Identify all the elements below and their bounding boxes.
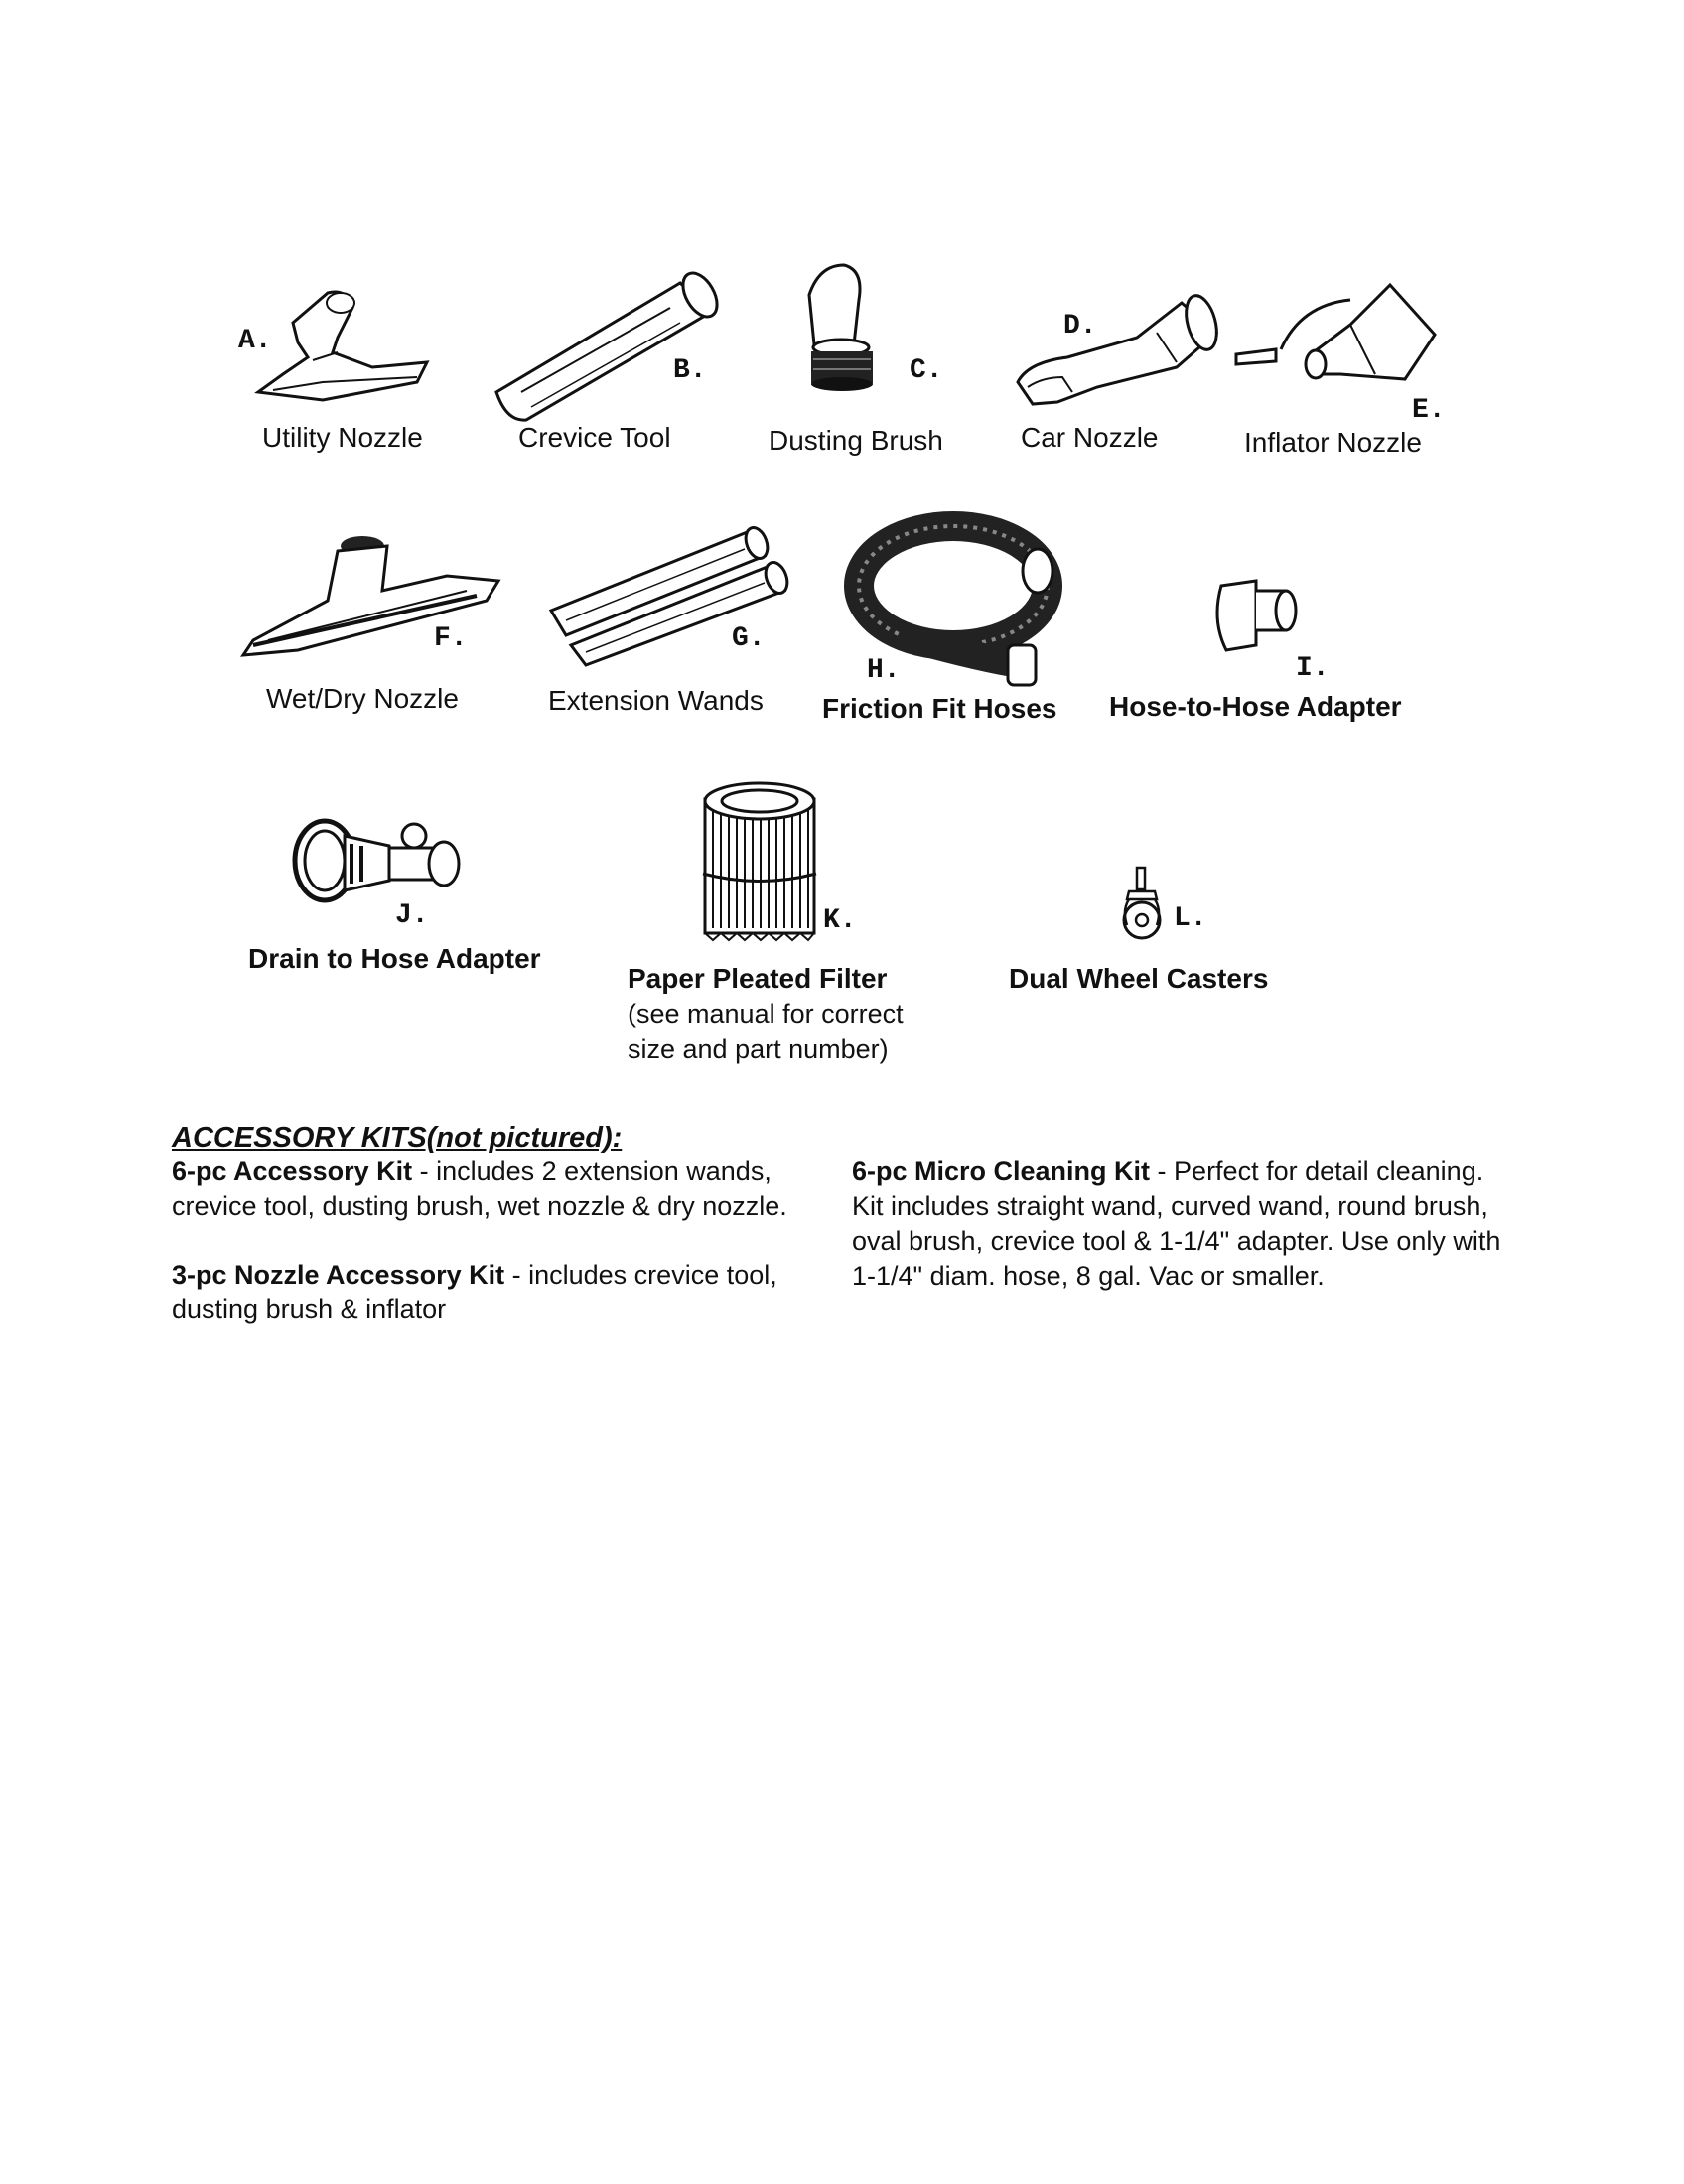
item-note: (see manual for correct bbox=[628, 999, 904, 1028]
item-letter: L. bbox=[1174, 903, 1207, 934]
kit-text: - includes crevice tool, bbox=[504, 1260, 777, 1290]
item-label: Inflator Nozzle bbox=[1244, 427, 1422, 458]
kit-text: Kit includes straight wand, curved wand, round brush, bbox=[852, 1191, 1488, 1221]
item-note: size and part number) bbox=[628, 1034, 889, 1064]
item-letter: J. bbox=[395, 900, 429, 931]
kit-6pc-micro-cleaning bbox=[852, 1155, 1567, 1294]
caster-icon bbox=[1117, 866, 1172, 945]
item-letter: G. bbox=[732, 623, 766, 654]
item-letter: K. bbox=[823, 905, 857, 936]
kit-text: crevice tool, dusting brush, wet nozzle & dry nozzle. bbox=[172, 1191, 787, 1221]
item-letter: E. bbox=[1412, 395, 1446, 426]
dusting-brush-icon bbox=[799, 260, 899, 404]
crevice-tool-icon bbox=[491, 263, 730, 422]
item-letter: C. bbox=[910, 355, 943, 386]
kit-text: oval brush, crevice tool & 1-1/4" adapter. Use only with bbox=[852, 1226, 1501, 1256]
utility-nozzle-icon bbox=[253, 283, 432, 417]
item-label: Car Nozzle bbox=[1021, 422, 1159, 453]
item-letter: H. bbox=[867, 655, 901, 686]
item-letter: F. bbox=[434, 623, 468, 654]
item-letter: D. bbox=[1063, 311, 1097, 341]
item-label: Dual Wheel Casters bbox=[1009, 963, 1269, 994]
item-label: Drain to Hose Adapter bbox=[248, 943, 541, 974]
kit-text: - includes 2 extension wands, bbox=[412, 1157, 772, 1186]
kit-6pc-accessory bbox=[172, 1155, 827, 1224]
item-label: Paper Pleated Filter bbox=[628, 963, 888, 994]
item-letter: I. bbox=[1296, 653, 1330, 684]
kit-3pc-nozzle bbox=[172, 1258, 827, 1327]
item-letter: B. bbox=[673, 355, 707, 386]
item-label: Extension Wands bbox=[548, 685, 764, 716]
inflator-nozzle-icon bbox=[1231, 280, 1435, 389]
drain-adapter-icon bbox=[290, 816, 469, 910]
kit-text: 1-1/4" diam. hose, 8 gal. Vac or smaller. bbox=[852, 1261, 1325, 1291]
kit-title: 6-pc Accessory Kit bbox=[172, 1157, 413, 1186]
item-label: Dusting Brush bbox=[769, 425, 943, 456]
kit-title: 3-pc Nozzle Accessory Kit bbox=[172, 1260, 505, 1290]
item-label: Utility Nozzle bbox=[262, 422, 423, 453]
accessory-kits-heading: ACCESSORY KITS(not pictured): bbox=[172, 1122, 623, 1154]
item-label: Hose-to-Hose Adapter bbox=[1109, 691, 1402, 722]
pleated-filter-icon bbox=[695, 779, 824, 943]
kit-title: 6-pc Micro Cleaning Kit bbox=[852, 1157, 1151, 1186]
item-label: Friction Fit Hoses bbox=[822, 693, 1057, 724]
car-nozzle-icon bbox=[1008, 293, 1221, 407]
kit-text: dusting brush & inflator bbox=[172, 1295, 447, 1324]
hose-adapter-icon bbox=[1211, 571, 1301, 655]
item-letter: A. bbox=[238, 326, 272, 356]
item-label: Crevice Tool bbox=[518, 422, 671, 453]
item-label: Wet/Dry Nozzle bbox=[266, 683, 459, 714]
kit-text: - Perfect for detail cleaning. bbox=[1150, 1157, 1484, 1186]
